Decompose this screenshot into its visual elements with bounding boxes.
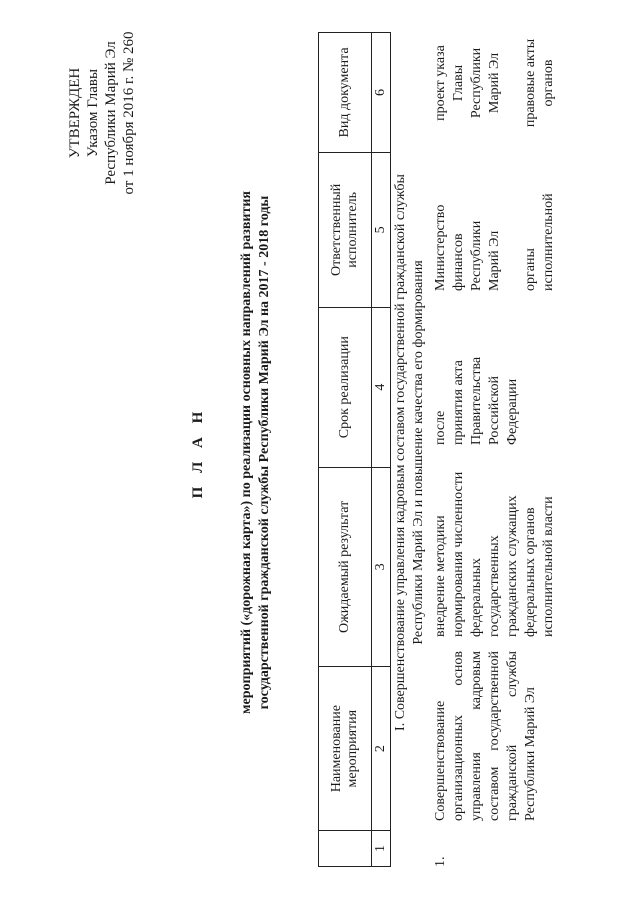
- term-line: принятия акта: [451, 360, 466, 445]
- row-responsible-executor: [432, 161, 558, 291]
- column-number: 2: [372, 667, 391, 831]
- header-col-4: Срок реализации: [319, 307, 372, 467]
- header-col-1: [319, 831, 372, 867]
- result-line: внедрение методики: [433, 515, 448, 637]
- result-line: гражданских служащих: [505, 495, 520, 637]
- header-col-2: Наименование мероприятия: [319, 667, 372, 831]
- row-expected-result: [432, 459, 558, 637]
- doc-line: Главы: [451, 64, 466, 102]
- header-col-3: Ожидаемый результат: [319, 467, 372, 667]
- doc-line: органов: [541, 59, 556, 107]
- doc-line: проект указа: [433, 45, 448, 121]
- executor-line: органы: [523, 248, 538, 291]
- approval-line-2: Указом Главы: [85, 68, 101, 158]
- result-line: федеральных: [469, 557, 484, 637]
- row-document-type: [432, 33, 558, 133]
- executor-line: Республики: [469, 220, 484, 291]
- row-number: 1.: [433, 856, 448, 867]
- result-line: государственных: [487, 535, 502, 637]
- executor-line: Министерство: [433, 204, 448, 291]
- section-line-2: Республики Марий Эл и повышение качества его формирования: [411, 260, 426, 645]
- executor-line: исполнительной: [541, 193, 556, 291]
- executor-line: Марий Эл: [487, 230, 502, 291]
- header-col-5: Ответственный исполнитель: [319, 152, 372, 307]
- row-implementation-term: [432, 295, 522, 445]
- row-measure-name: Совершенствование организационных основ управления кадровым составом государственной гражданской службы Республики Марий Эл: [433, 651, 538, 821]
- result-line: исполнительной власти: [541, 496, 556, 637]
- executor-line: [504, 161, 522, 291]
- approval-line-1: УТВЕРЖДЕН: [67, 67, 83, 159]
- plan-table: [318, 32, 391, 867]
- result-line: федеральных органов: [523, 507, 538, 637]
- subtitle-line-2: государственной гражданской службы Республики Марий Эл на 2017 - 2018 годы: [257, 195, 272, 710]
- header-col-6: Вид документа: [319, 33, 372, 153]
- result-line: нормирования численности: [451, 471, 466, 637]
- executor-line: финансов: [451, 233, 466, 291]
- column-number: 6: [372, 33, 391, 153]
- table-header-row: [319, 33, 372, 867]
- approval-line-4: от 1 ноября 2016 г. № 260: [121, 31, 137, 195]
- column-number: 5: [372, 152, 391, 307]
- doc-line: Марий Эл: [487, 52, 502, 114]
- document-title: П Л А Н: [190, 406, 206, 499]
- section-heading: [392, 0, 428, 905]
- term-line: после: [433, 410, 448, 445]
- term-line: Федерации: [505, 378, 520, 445]
- column-number-row: [372, 33, 391, 867]
- term-line: Правительства: [469, 356, 484, 445]
- term-line: Российской: [487, 376, 502, 445]
- approval-line-3: Республики Марий Эл: [103, 41, 119, 185]
- column-number: 1: [372, 831, 391, 867]
- doc-line: Республики: [469, 47, 484, 119]
- doc-line: правовые акты: [523, 38, 538, 128]
- approval-stamp: [66, 13, 138, 213]
- column-number: 4: [372, 307, 391, 467]
- doc-line: [504, 33, 522, 133]
- column-number: 3: [372, 467, 391, 667]
- document-subtitle: [238, 0, 274, 905]
- subtitle-line-1: мероприятий («дорожная карта») по реализации основных направлений развития: [239, 190, 254, 715]
- section-line-1: I. Совершенствование управления кадровым составом государственной гражданской службы: [393, 174, 408, 731]
